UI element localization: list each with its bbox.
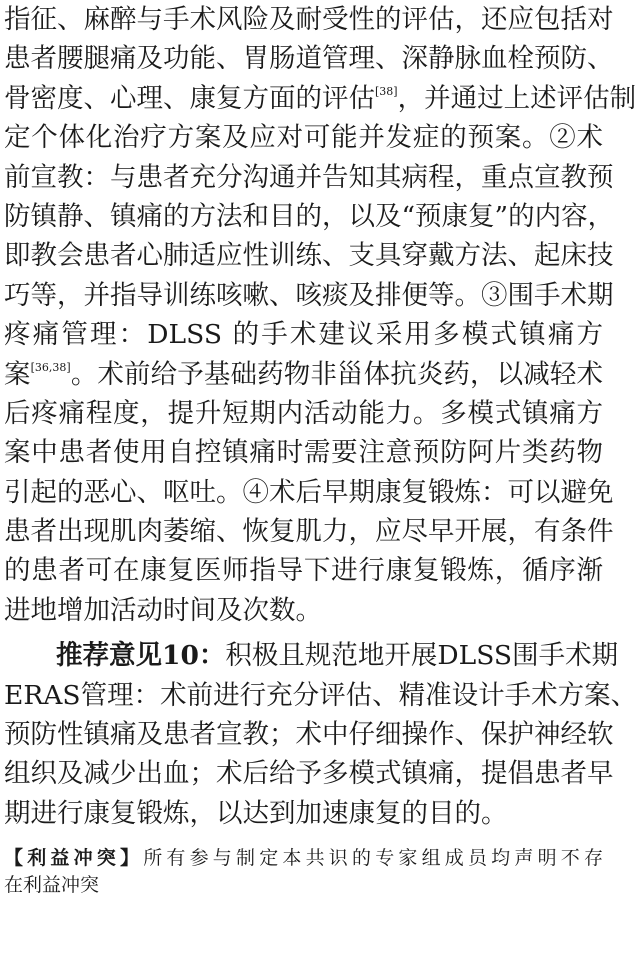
text-line — [4, 715, 614, 754]
line-text: 。术前给予基础药物非甾体抗炎药，以减轻术 — [70, 358, 604, 390]
line-text: 前宣教：与患者充分沟通并告知其病程，重点宣教预 — [4, 161, 614, 193]
text-line — [4, 158, 614, 197]
line-text: 疼痛管理：DLSS 的手术建议采用多模式镇痛方 — [4, 319, 603, 351]
line-text: 防镇静、镇痛的方法和目的，以及“预康复”的内容， — [4, 200, 615, 232]
line-text: 骨密度、心理、康复方面的评估 — [4, 82, 375, 114]
line-text: 期进行康复锻炼，以达到加速康复的目的。 — [4, 797, 508, 829]
text-line — [4, 754, 614, 793]
line-text: 积极且规范地开展DLSS围手术期 — [225, 640, 619, 672]
text-line — [4, 79, 637, 118]
line-text: 引起的恶心、呕吐。④术后早期康复锻炼：可以避免 — [4, 476, 614, 508]
text-line — [4, 315, 603, 354]
recommendation-heading: 推荐意见10： — [56, 640, 226, 672]
line-text: 的患者可在康复医师指导下进行康复锻炼，循序渐 — [4, 555, 603, 587]
text-line — [4, 551, 603, 590]
text-line — [4, 676, 637, 715]
line-text: ERAS管理：术前进行充分评估、精准设计手术方案、 — [4, 679, 637, 711]
line-text: 案 — [4, 358, 31, 390]
line-text: 患者腰腿痛及功能、胃肠道管理、深静脉血栓预防、 — [4, 43, 614, 75]
footnote-label: 【利益冲突】 — [4, 847, 144, 870]
text-line — [4, 276, 614, 315]
text-line — [4, 512, 614, 551]
line-text: 后疼痛程度，提升短期内活动能力。多模式镇痛方 — [4, 397, 603, 429]
line-text: 患者出现肌肉萎缩、恢复肌力，应尽早开展，有条件 — [4, 516, 614, 548]
text-line — [4, 118, 603, 157]
footnote-line — [4, 872, 603, 899]
line-text: 定个体化治疗方案及应对可能并发症的预案。②术 — [4, 122, 603, 154]
recommendation-10 — [4, 636, 637, 833]
line-text: 进地增加活动时间及次数。 — [4, 594, 322, 626]
text-line — [4, 394, 603, 433]
line-text: 即教会患者心肺适应性训练、支具穿戴方法、起床技 — [4, 240, 614, 272]
line-text: 案中患者使用自控镇痛时需要注意预防阿片类药物 — [4, 437, 603, 469]
citation-38[interactable]: [38] — [375, 84, 398, 98]
text-line — [4, 794, 603, 833]
paragraph-1 — [4, 0, 637, 630]
line-text: 组织及减少出血；术后给予多模式镇痛，提倡患者早 — [4, 758, 614, 790]
line-text: ，并通过上述评估制 — [397, 82, 637, 114]
footnote-text: 在利益冲突 — [4, 874, 100, 897]
text-line — [4, 197, 615, 236]
text-line — [4, 39, 614, 78]
text-line — [4, 636, 619, 675]
conflict-of-interest-note — [4, 845, 603, 899]
line-text: 预防性镇痛及患者宣教；术中仔细操作、保护神经软 — [4, 719, 614, 751]
line-text: 巧等，并指导训练咳嗽、咳痰及排便等。③围手术期 — [4, 279, 614, 311]
text-line — [4, 591, 603, 630]
line-text: 指征、麻醉与手术风险及耐受性的评估，还应包括对 — [4, 4, 614, 35]
text-line — [4, 355, 603, 394]
text-line — [4, 433, 603, 472]
text-line — [4, 473, 614, 512]
text-line — [4, 236, 614, 275]
footnote-line — [4, 845, 603, 872]
footnote-text: 所有参与制定本共识的专家组成员均声明不存 — [143, 847, 603, 870]
document-page — [4, 0, 637, 899]
text-line — [4, 0, 614, 39]
citation-36-38[interactable]: [36,38] — [30, 360, 71, 374]
